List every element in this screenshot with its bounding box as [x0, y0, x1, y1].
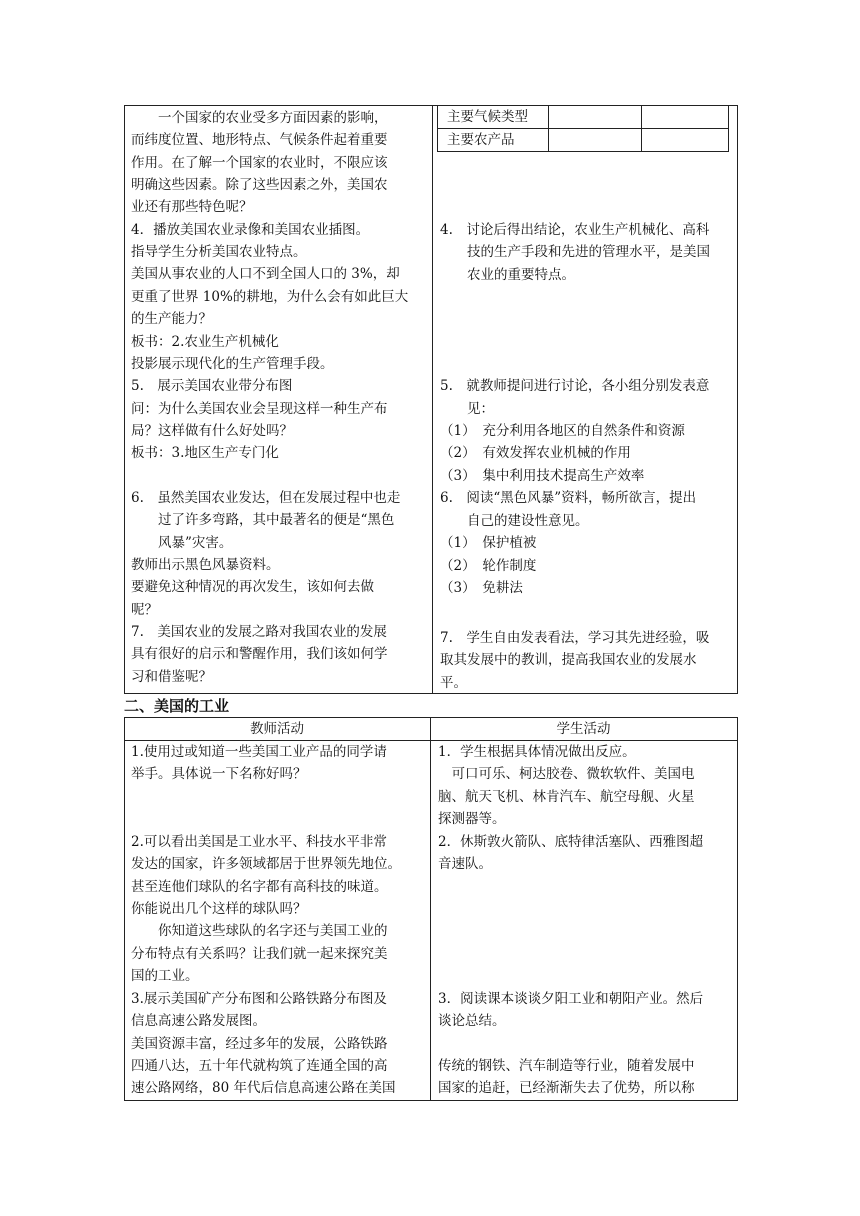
teacher-activity-line: 7. 美国农业的发展之路对我国农业的发展: [131, 624, 387, 640]
teacher-activity-2-line: 发达的国家，许多领域都居于世界领先地位。: [131, 856, 401, 872]
student-activity-2-line: 探测器等。: [438, 811, 506, 827]
teacher-activity-2-line: 国的工业。: [131, 968, 199, 984]
student-activity-line: （3） 免耕法: [440, 580, 523, 596]
student-activity-line: 5. 就教师提问进行讨论，各小组分别发表意: [440, 378, 710, 394]
teacher-activity-line: 一个国家的农业受多方面因素的影响，: [131, 110, 388, 126]
student-activity-line: 7. 学生自由发表看法，学习其先进经验，吸: [440, 630, 710, 646]
teacher-activity-2-line: 四通八达，五十年代就构筑了连通全国的高: [131, 1058, 388, 1074]
student-activity-2-line: 可口可乐、柯达胶卷、微软软件、美国电: [438, 766, 695, 782]
teacher-activity-line: 板书：3.地区生产专门化: [131, 445, 279, 461]
teacher-activity-line: 局？这样做有什么好处吗？: [131, 423, 293, 439]
student-activity-2-line: 国家的追赶，已经渐渐失去了优势，所以称: [438, 1080, 695, 1096]
student-activity-line: 6. 阅读“黑色风暴”资料，畅所欲言，提出: [440, 490, 697, 506]
teacher-activity-2-line: 你知道这些球队的名字还与美国工业的: [131, 923, 388, 939]
table1-top-border: [124, 105, 737, 106]
student-activity-line: 取其发展中的教训，提高我国农业的发展水: [440, 652, 697, 668]
teacher-activity-2-line: 举手。具体说一下名称好吗？: [131, 766, 307, 782]
table1-right-border: [737, 105, 738, 694]
student-activity-line: （2） 有效发挥农业机械的作用: [440, 445, 631, 461]
teacher-activity-2-line: 1.使用过或知道一些美国工业产品的同学请: [131, 744, 387, 760]
teacher-activity-line: 呢？: [131, 602, 158, 618]
student-activity-header: 学生活动: [556, 721, 611, 737]
student-activity-line: （1） 充分利用各地区的自然条件和资源: [440, 423, 685, 439]
teacher-activity-line: 过了许多弯路，其中最著名的便是“黑色: [131, 512, 395, 528]
teacher-activity-2-line: 2.可以看出美国是工业水平、科技水平非常: [131, 834, 387, 850]
student-activity-2-line: 2．休斯敦火箭队、底特律活塞队、西雅图超: [438, 834, 704, 850]
teacher-activity-line: 的生产能力？: [131, 311, 212, 327]
table2-right-border: [737, 717, 738, 1101]
student-activity-line: 技的生产手段和先进的管理水平，是美国: [440, 244, 710, 260]
teacher-activity-line: 美国从事农业的人口不到全国人口的 3%，却: [131, 266, 400, 282]
student-activity-line: 自己的建设性意见。: [440, 513, 589, 529]
student-activity-line: 见：: [440, 401, 494, 417]
teacher-activity-header: 教师活动: [250, 721, 304, 737]
table2-middle-border: [430, 717, 431, 1101]
teacher-activity-line: 投影展示现代化的生产管理手段。: [131, 356, 334, 372]
teacher-activity-2-line: 速公路网络，80 年代后信息高速公路在美国: [131, 1080, 396, 1096]
teacher-activity-line: 明确这些因素。除了这些因素之外，美国农: [131, 177, 388, 193]
teacher-activity-line: 具有很好的启示和警醒作用，我们该如何学: [131, 646, 388, 662]
student-activity-2-line: 传统的钢铁、汽车制造等行业，随着发展中: [438, 1058, 695, 1074]
teacher-activity-2-line: 3.展示美国矿产分布图和公路铁路分布图及: [131, 991, 387, 1007]
student-activity-line: 4. 讨论后得出结论，农业生产机械化、高科: [440, 222, 710, 238]
student-activity-2-line: 1．学生根据具体情况做出反应。: [438, 744, 636, 760]
student-activity-2-line: 脑、航天飞机、林肯汽车、航空母舰、火星: [438, 789, 695, 805]
teacher-activity-line: 4．播放美国农业录像和美国农业插图。: [131, 222, 370, 238]
table1-middle-border: [432, 105, 433, 694]
teacher-activity-line: 板书：2.农业生产机械化: [131, 334, 279, 350]
climate-type-label: 主要气候类型: [447, 109, 528, 125]
teacher-activity-line: 5. 展示美国农业带分布图: [131, 378, 293, 394]
teacher-activity-line: 风暴”灾害。: [131, 535, 233, 551]
student-activity-line: （2） 轮作制度: [440, 558, 537, 574]
teacher-activity-line: 教师出示黑色风暴资料。: [131, 557, 280, 573]
teacher-activity-line: 更重了世界 10%的耕地，为什么会有如此巨大: [131, 289, 409, 305]
teacher-activity-line: 指导学生分析美国农业特点。: [131, 244, 307, 260]
table1-bottom-border: [124, 693, 737, 694]
teacher-activity-2-line: 分布特点有关系吗？让我们就一起来探究美: [131, 946, 388, 962]
student-activity-line: （3） 集中利用技术提高生产效率: [440, 468, 645, 484]
student-activity-line: 平。: [440, 675, 467, 691]
teacher-activity-2-line: 你能说出几个这样的球队吗？: [131, 901, 307, 917]
table2-left-border: [124, 717, 125, 1101]
teacher-activity-line: 要避免这种情况的再次发生，该如何去做: [131, 579, 374, 595]
student-activity-2-line: 谈论总结。: [438, 1013, 506, 1029]
teacher-activity-line: 业还有那些特色呢？: [131, 199, 253, 215]
student-activity-2-line: 音速队。: [438, 856, 492, 872]
teacher-activity-line: 而纬度位置、地形特点、气候条件起着重要: [131, 132, 388, 148]
teacher-activity-line: 作用。在了解一个国家的农业时，不限应该: [131, 155, 388, 171]
table1-left-border: [124, 105, 125, 694]
inner-table-bottom-border: [437, 151, 729, 152]
main-products-label: 主要农产品: [447, 132, 515, 148]
student-activity-2-line: 3．阅读课本谈谈夕阳工业和朝阳产业。然后: [438, 991, 704, 1007]
teacher-activity-line: 习和借鉴呢？: [131, 669, 212, 685]
teacher-activity-2-line: 信息高速公路发展图。: [131, 1013, 266, 1029]
student-activity-line: （1） 保护植被: [440, 535, 537, 551]
teacher-activity-line: 问：为什么美国农业会呈现这样一种生产布: [131, 401, 388, 417]
teacher-activity-2-line: 甚至连他们球队的名字都有高科技的味道。: [131, 879, 388, 895]
student-activity-line: 农业的重要特点。: [440, 267, 575, 283]
section-heading: 二、美国的工业: [124, 697, 230, 715]
teacher-activity-2-line: 美国资源丰富，经过多年的发展，公路铁路: [131, 1036, 388, 1052]
teacher-activity-line: 6. 虽然美国农业发达，但在发展过程中也走: [131, 490, 401, 506]
